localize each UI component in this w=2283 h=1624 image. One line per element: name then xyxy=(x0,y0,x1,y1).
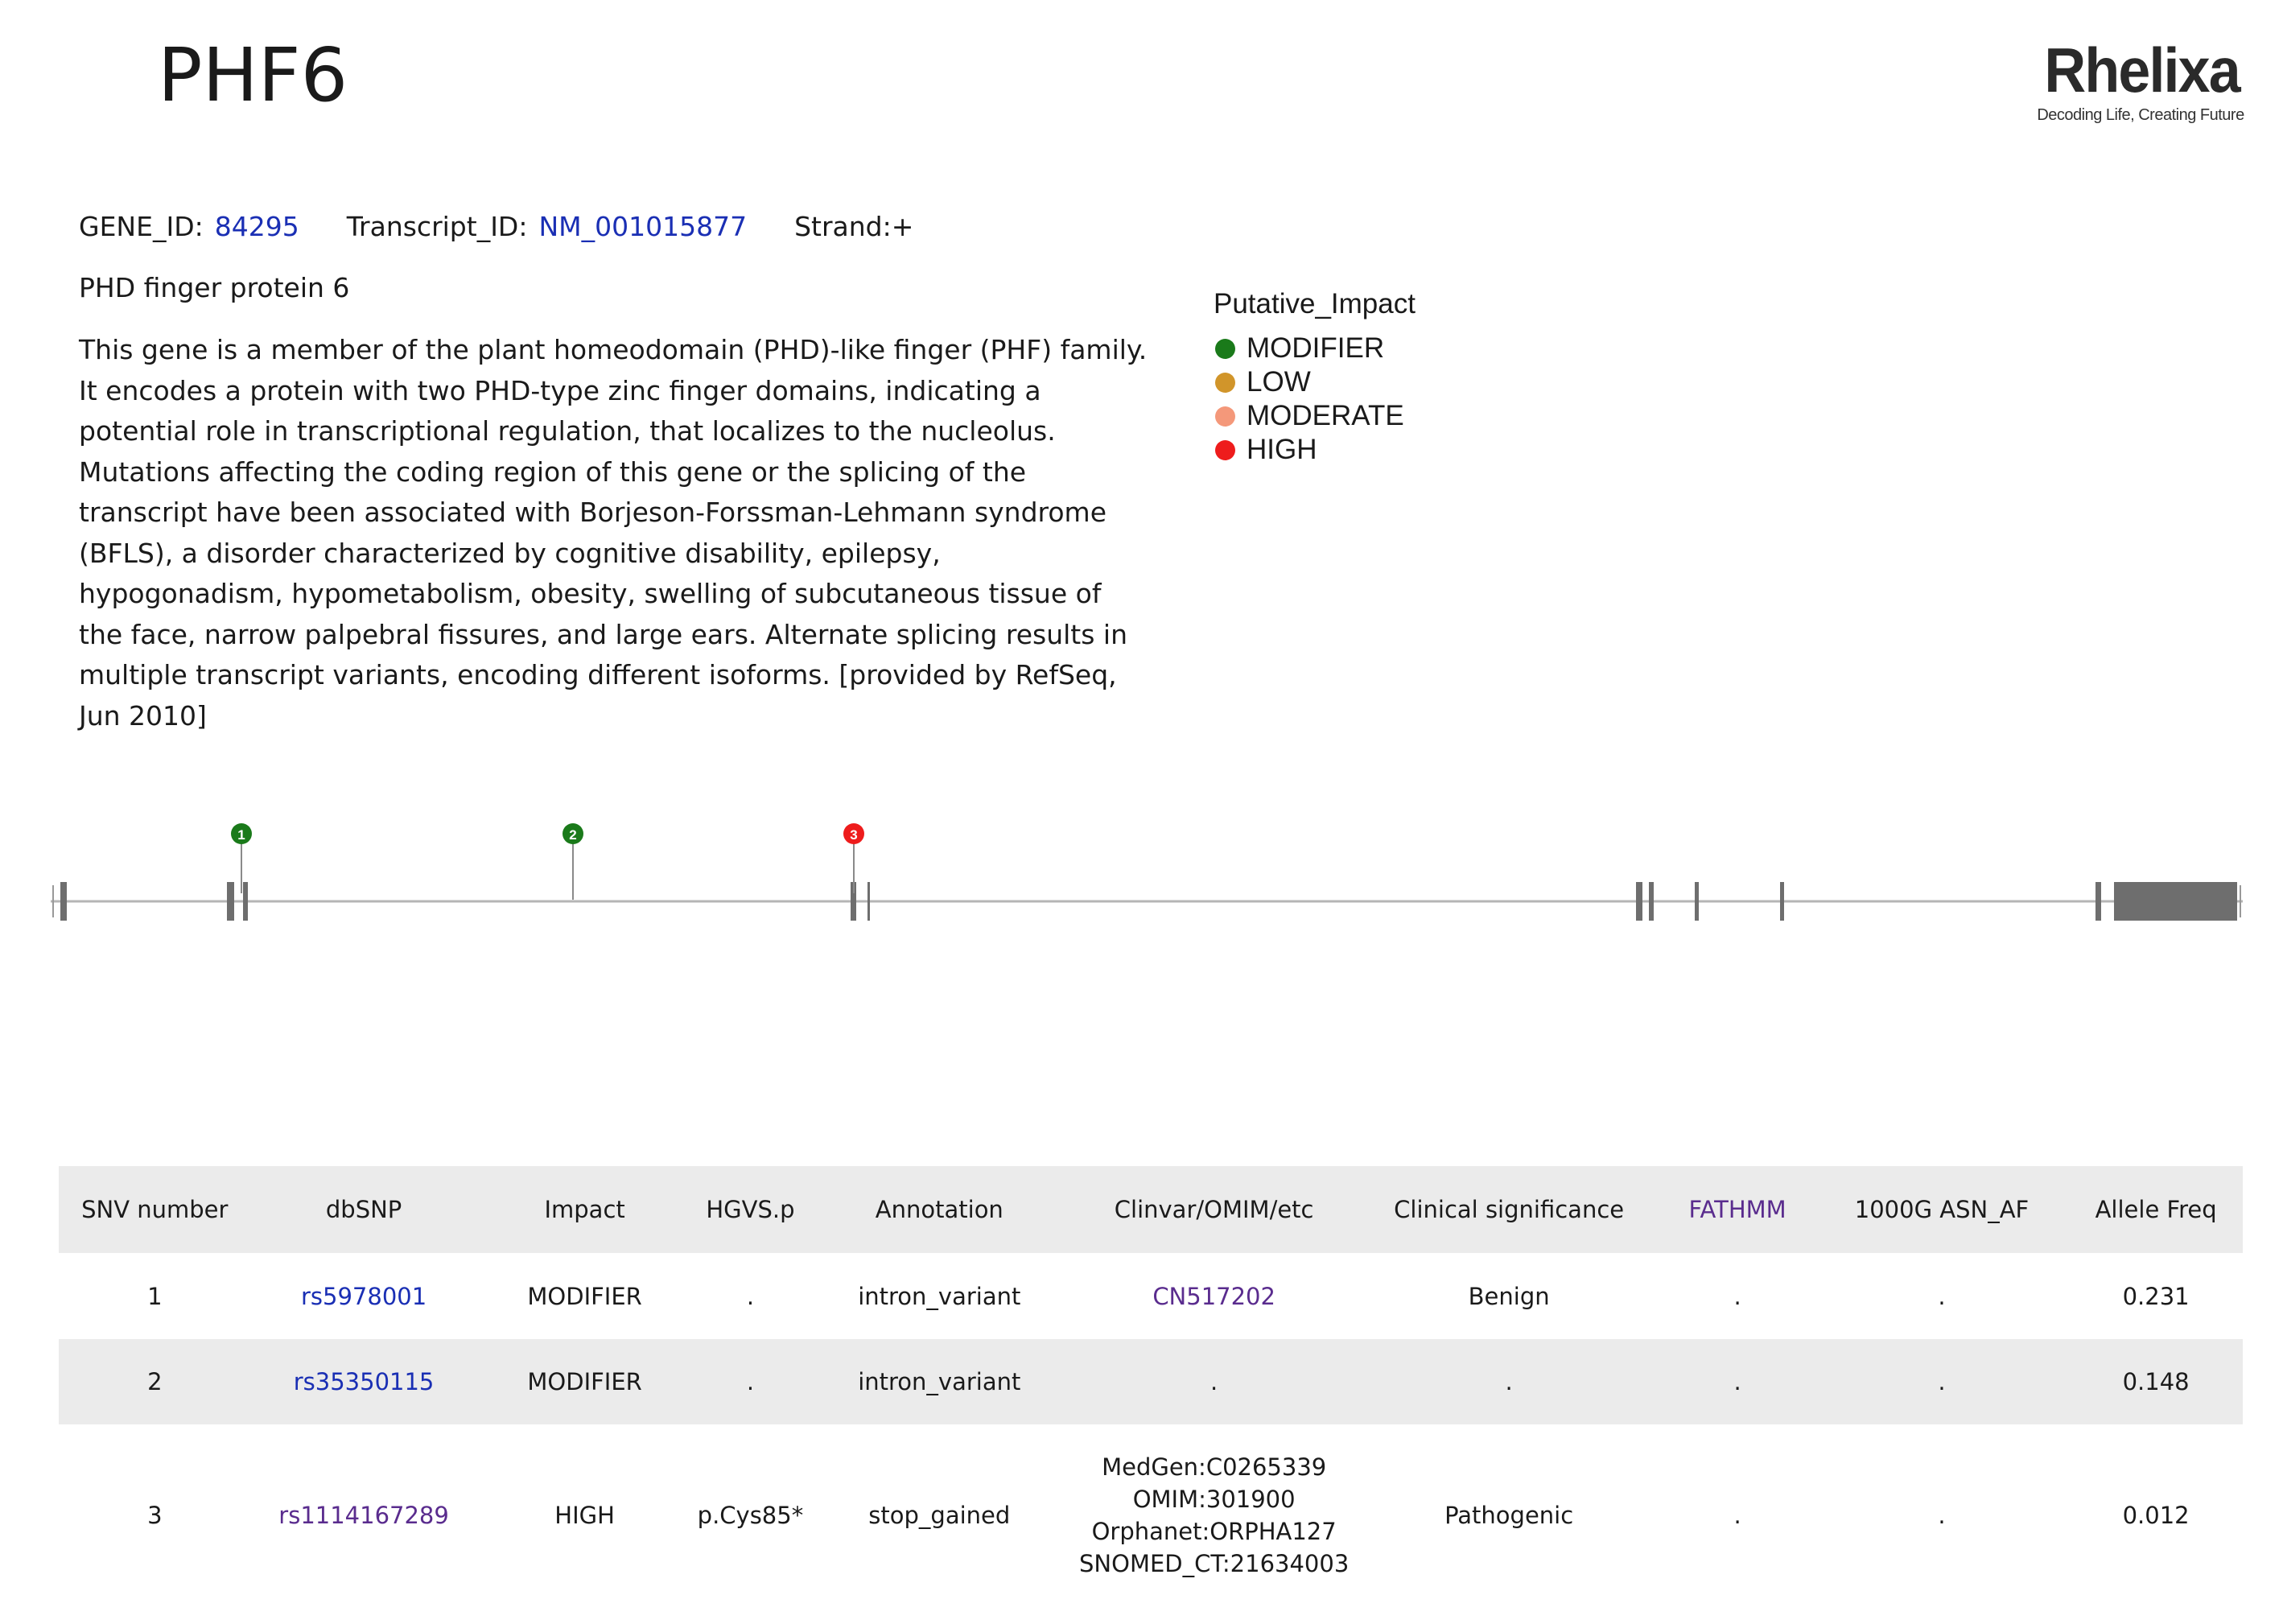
cell-hgvs: . xyxy=(746,1282,755,1310)
cell-asn-af: . xyxy=(1938,1282,1946,1310)
cell-impact: MODIFIER xyxy=(477,1339,693,1424)
logo-wordmark: Rhelixa xyxy=(2044,35,2240,105)
table-row xyxy=(59,1339,2243,1424)
clinvar-omim: OMIM:301900 xyxy=(1132,1485,1296,1513)
cell-hgvs: p.Cys85* xyxy=(697,1501,804,1529)
exon xyxy=(227,882,234,921)
snv-table xyxy=(59,1166,2243,1605)
cell-annotation: intron_variant xyxy=(808,1339,1070,1424)
variant-marker-3[interactable] xyxy=(843,823,864,893)
gene-title: PHF6 xyxy=(158,32,348,118)
exon xyxy=(1636,882,1642,921)
marker-number: 1 xyxy=(237,827,245,843)
col-header-hgvs: HGVS.p xyxy=(693,1166,809,1253)
logo-tagline: Decoding Life, Creating Future xyxy=(2037,106,2244,124)
cell-fathmm: . xyxy=(1733,1501,1741,1529)
dbsnp-link[interactable]: rs1114167289 xyxy=(278,1501,449,1529)
col-header-snv: SNV number xyxy=(59,1166,251,1253)
gene-id-label: GENE_ID: xyxy=(79,211,204,242)
legend-title: Putative_Impact xyxy=(1214,288,1416,319)
legend-item-high xyxy=(1214,433,1416,467)
rhelixa-logo xyxy=(2036,35,2245,125)
cell-snv: 2 xyxy=(59,1339,251,1424)
marker-number: 3 xyxy=(850,827,858,843)
exon xyxy=(1780,882,1784,921)
legend-label: MODIFIER xyxy=(1247,332,1385,364)
protein-name: PHD finger protein 6 xyxy=(79,272,350,303)
dbsnp-link[interactable]: rs5978001 xyxy=(300,1282,427,1310)
gene-structure-track xyxy=(0,805,2283,925)
table-header-row xyxy=(59,1166,2243,1253)
legend-label: LOW xyxy=(1247,366,1311,398)
exon xyxy=(867,882,870,921)
col-header-impact: Impact xyxy=(477,1166,693,1253)
legend-item-modifier xyxy=(1214,332,1416,365)
exon xyxy=(60,882,67,921)
cell-snv: 3 xyxy=(147,1501,163,1529)
clinvar-link[interactable]: CN517202 xyxy=(1152,1282,1275,1310)
col-header-annotation: Annotation xyxy=(808,1166,1070,1253)
clinvar-snomed: SNOMED_CT:21634003 xyxy=(1079,1549,1350,1577)
col-header-asn-af: 1000G ASN_AF xyxy=(1815,1166,2069,1253)
cell-clinical: Benign xyxy=(1468,1282,1550,1310)
variant-marker-2[interactable] xyxy=(563,823,583,900)
cell-impact: HIGH xyxy=(554,1501,615,1529)
col-header-allele-freq: Allele Freq xyxy=(2069,1166,2243,1253)
cell-hgvs: . xyxy=(693,1339,809,1424)
cell-fathmm: . xyxy=(1733,1282,1741,1310)
transcript-id-link[interactable]: NM_001015877 xyxy=(538,211,748,242)
table-row xyxy=(59,1253,2243,1339)
impact-legend xyxy=(1214,288,1416,467)
col-header-dbsnp: dbSNP xyxy=(251,1166,477,1253)
exon xyxy=(1695,882,1699,921)
cell-clinical: . xyxy=(1358,1339,1660,1424)
exon xyxy=(243,882,248,921)
exon xyxy=(1649,882,1654,921)
table-row xyxy=(59,1424,2243,1605)
gene-id-link[interactable]: 84295 xyxy=(214,211,299,242)
col-header-clinvar: Clinvar/OMIM/etc xyxy=(1070,1166,1358,1253)
cell-clinvar xyxy=(1070,1424,1358,1605)
cell-annotation: intron_variant xyxy=(858,1282,1021,1310)
modifier-dot-icon xyxy=(1215,339,1235,359)
high-dot-icon xyxy=(1215,440,1235,460)
exon xyxy=(2114,882,2237,921)
strand-label: Strand:+ xyxy=(794,211,914,242)
col-header-clinical: Clinical significance xyxy=(1358,1166,1660,1253)
cell-snv: 1 xyxy=(147,1282,163,1310)
cell-impact: MODIFIER xyxy=(527,1282,642,1310)
exon xyxy=(2095,882,2101,921)
low-dot-icon xyxy=(1215,373,1235,393)
gene-meta-line xyxy=(79,211,913,242)
cell-fathmm: . xyxy=(1660,1339,1814,1424)
cell-allele-freq: 0.012 xyxy=(2122,1501,2190,1529)
legend-label: HIGH xyxy=(1247,434,1317,465)
cell-annotation: stop_gained xyxy=(868,1501,1011,1529)
legend-label: MODERATE xyxy=(1247,400,1404,431)
col-header-fathmm[interactable]: FATHMM xyxy=(1660,1166,1814,1253)
cell-asn-af: . xyxy=(1938,1501,1946,1529)
cell-clinvar: . xyxy=(1070,1339,1358,1424)
dbsnp-link[interactable]: rs35350115 xyxy=(293,1368,435,1395)
clinvar-medgen: MedGen:C0265339 xyxy=(1102,1453,1327,1481)
cell-allele-freq: 0.231 xyxy=(2122,1282,2190,1310)
moderate-dot-icon xyxy=(1215,406,1235,427)
transcript-id-label: Transcript_ID: xyxy=(346,211,528,242)
legend-item-moderate xyxy=(1214,399,1416,433)
legend-item-low xyxy=(1214,365,1416,399)
marker-number: 2 xyxy=(569,827,577,843)
cell-clinical: Pathogenic xyxy=(1444,1501,1574,1529)
gene-description: This gene is a member of the plant homeodomain (PHD)-like finger (PHF) family. It encodes a protein with two PHD-type zinc finger domains, indicating a potential role in transcriptional regulation, that localizes to the nucleolus. Mutations affecting the coding region of this gene or the splicing of the transcript have been associated with Borjeson-Forssman-Lehmann syndrome (BFLS), a disorder characterized by cognitive disability, epilepsy, hypogonadism, hypometabolism, obesity, swelling of subcutaneous tissue of the face, narrow palpebral fissures, and large ears. Alternate splicing results in multiple transcript variants, encoding different isoforms. [provided by RefSeq, Jun 2010] xyxy=(79,334,1148,732)
clinvar-orphanet: Orphanet:ORPHA127 xyxy=(1091,1517,1337,1545)
cell-allele-freq: 0.148 xyxy=(2069,1339,2243,1424)
cell-asn-af: . xyxy=(1815,1339,2069,1424)
